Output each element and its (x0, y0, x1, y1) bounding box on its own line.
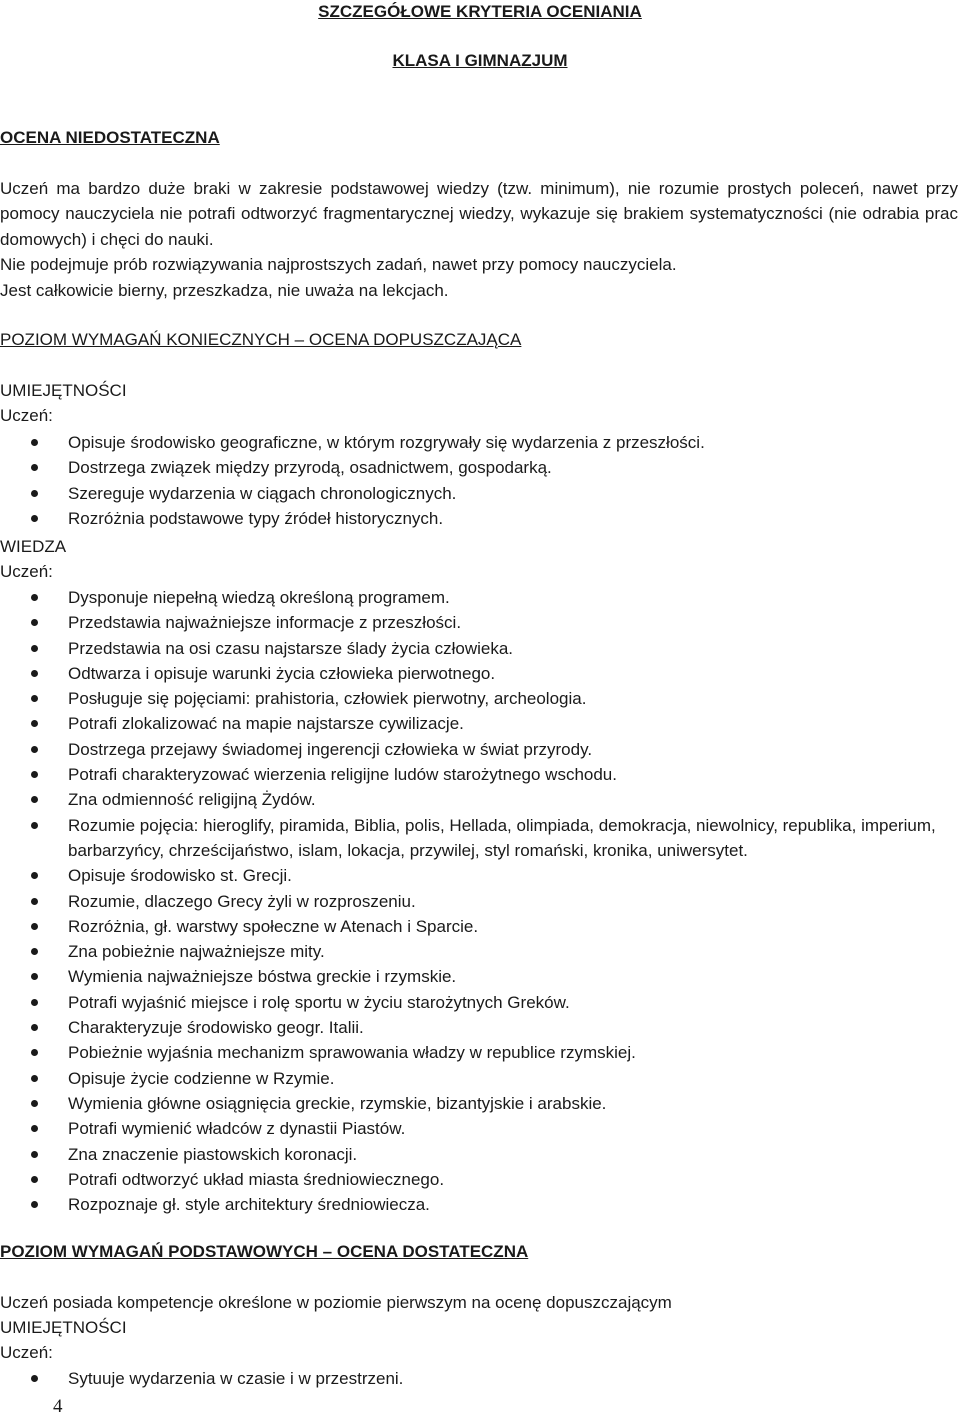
document-title: SZCZEGÓŁOWE KRYTERIA OCENIANIA (318, 2, 642, 21)
heading-dostateczna: POZIOM WYMAGAŃ PODSTAWOWYCH – OCENA DOSTATECZNA (0, 1242, 529, 1261)
paragraph-niedostateczna-2: Nie podejmuje prób rozwiązywania najprostszych zadań, nawet przy pomocy nauczyciela. (0, 255, 677, 274)
list-item: Odtwarza i opisuje warunki życia człowieka pierwotnego. (0, 661, 958, 686)
list-item: Przedstawia na osi czasu najstarsze ślady życia człowieka. (0, 636, 958, 661)
list-item: Szereguje wydarzenia w ciągach chronologicznych. (0, 481, 958, 506)
list-item: Zna odmienność religijną Żydów. (0, 787, 958, 812)
list-item: Zna pobieżnie najważniejsze mity. (0, 939, 958, 964)
list-item: Opisuje środowisko st. Grecji. (0, 863, 958, 888)
skills-label-dostateczna: UMIEJĘTNOŚCI (0, 1318, 127, 1337)
list-item: Potrafi wyjaśnić miejsce i rolę sportu w życiu starożytnych Greków. (0, 990, 958, 1015)
skills-list-dopuszczajaca (0, 430, 958, 531)
list-item: Dostrzega przejawy świadomej ingerencji człowieka w świat przyrody. (0, 737, 958, 762)
skills-list-dostateczna (0, 1366, 958, 1391)
list-item: Posługuje się pojęciami: prahistoria, człowiek pierwotny, archeologia. (0, 686, 958, 711)
list-item: Dysponuje niepełną wiedzą określoną programem. (0, 585, 958, 610)
list-item: Zna znaczenie piastowskich koronacji. (0, 1142, 958, 1167)
student-label-knowledge: Uczeń: (0, 562, 53, 581)
paragraph-dostateczna-intro: Uczeń posiada kompetencje określone w poziomie pierwszym na ocenę dopuszczającym (0, 1293, 672, 1312)
list-item: Rozumie pojęcia: hieroglify, piramida, Biblia, polis, Hellada, olimpiada, demokracja, niewolnicy, republika, imperium, barbarzyńcy, chrześcijaństwo, islam, lokacja, przywilej, styl romański, kronika, uniwersytet. (0, 813, 958, 864)
list-item: Potrafi odtworzyć układ miasta średniowiecznego. (0, 1167, 958, 1192)
list-item: Wymienia główne osiągnięcia greckie, rzymskie, bizantyjskie i arabskie. (0, 1091, 958, 1116)
student-label-skills: Uczeń: (0, 406, 53, 425)
knowledge-label-dopuszczajaca: WIEDZA (0, 537, 67, 556)
list-item: Wymienia najważniejsze bóstwa greckie i rzymskie. (0, 964, 958, 989)
list-item: Rozróżnia podstawowe typy źródeł historycznych. (0, 506, 958, 531)
list-item: Potrafi charakteryzować wierzenia religijne ludów starożytnego wschodu. (0, 762, 958, 787)
skills-label-dopuszczajaca: UMIEJĘTNOŚCI (0, 381, 127, 400)
list-item: Przedstawia najważniejsze informacje z przeszłości. (0, 610, 958, 635)
list-item: Sytuuje wydarzenia w czasie i w przestrzeni. (0, 1366, 958, 1391)
heading-niedostateczna: OCENA NIEDOSTATECZNA (0, 128, 220, 147)
paragraph-niedostateczna-1: Uczeń ma bardzo duże braki w zakresie podstawowej wiedzy (tzw. minimum), nie rozumie prostych poleceń, nawet przy pomocy nauczyciela nie potrafi odtworzyć fragmentarycznej wiedzy, wykazuje się brakiem systematyczności (nie odrabia prac domowych) i chęci do nauki. (0, 179, 958, 249)
list-item: Opisuje życie codzienne w Rzymie. (0, 1066, 958, 1091)
knowledge-list-dopuszczajaca (0, 585, 958, 1217)
list-item: Opisuje środowisko geograficzne, w którym rozgrywały się wydarzenia z przeszłości. (0, 430, 958, 455)
page-number: 4 (53, 1396, 63, 1417)
list-item: Pobieżnie wyjaśnia mechanizm sprawowania władzy w republice rzymskiej. (0, 1040, 958, 1065)
heading-dopuszczajaca: POZIOM WYMAGAŃ KONIECZNYCH – OCENA DOPUSZCZAJĄCA (0, 330, 522, 349)
list-item: Potrafi wymienić władców z dynastii Piastów. (0, 1116, 958, 1141)
list-item: Dostrzega związek między przyrodą, osadnictwem, gospodarką. (0, 455, 958, 480)
list-item: Rozróżnia, gł. warstwy społeczne w Atenach i Sparcie. (0, 914, 958, 939)
student-label-dostateczna: Uczeń: (0, 1343, 53, 1362)
list-item: Rozumie, dlaczego Grecy żyli w rozproszeniu. (0, 889, 958, 914)
class-title: KLASA I GIMNAZJUM (392, 51, 568, 70)
list-item: Charakteryzuje środowisko geogr. Italii. (0, 1015, 958, 1040)
list-item: Rozpoznaje gł. style architektury średniowiecza. (0, 1192, 958, 1217)
paragraph-niedostateczna-3: Jest całkowicie bierny, przeszkadza, nie uważa na lekcjach. (0, 281, 449, 300)
list-item: Potrafi zlokalizować na mapie najstarsze cywilizacje. (0, 711, 958, 736)
